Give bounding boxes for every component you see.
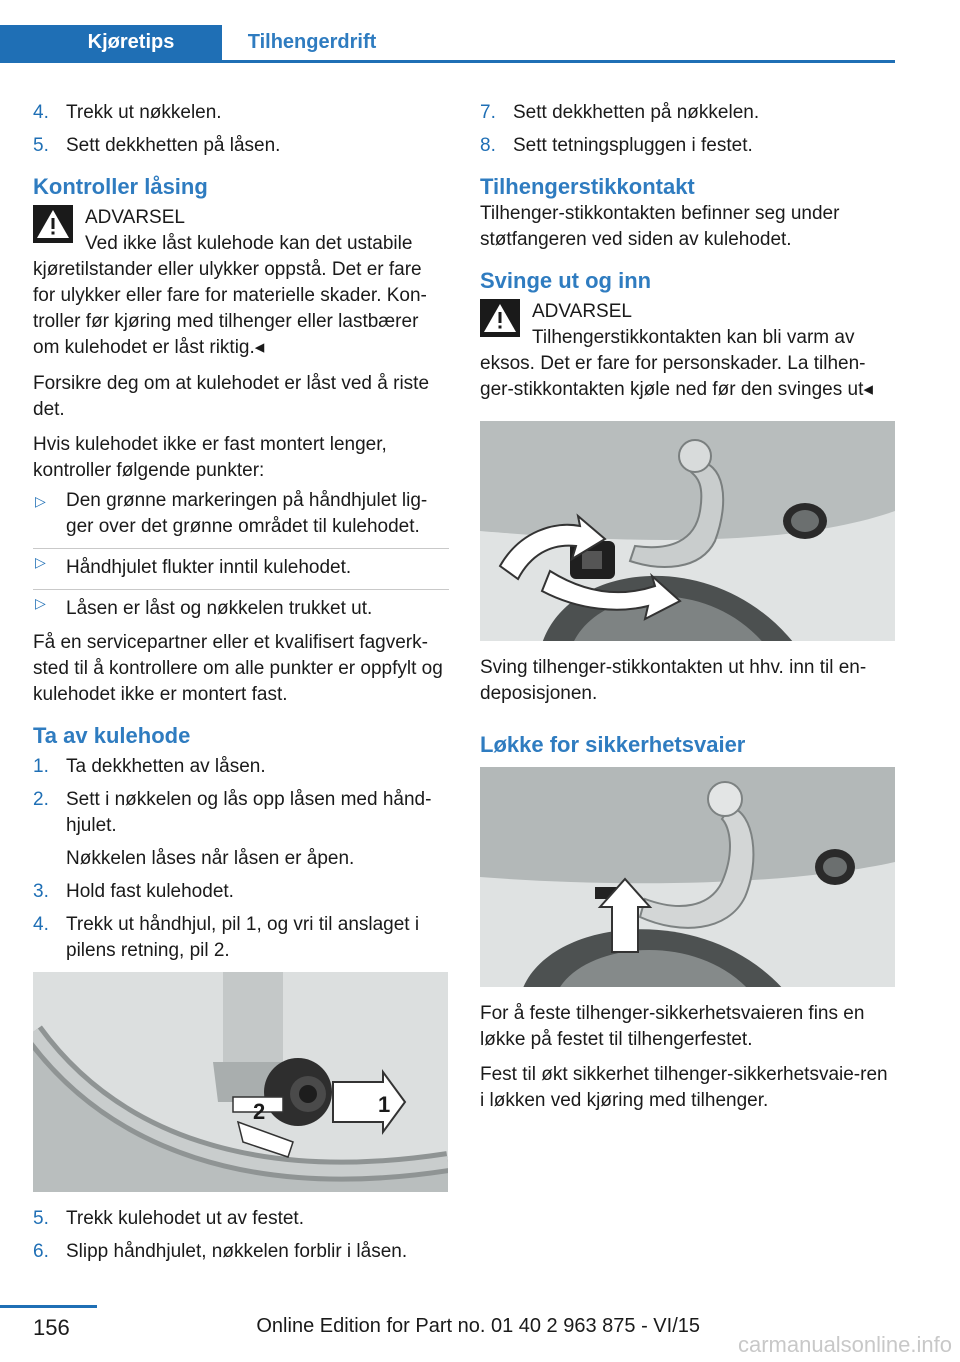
list-item [33,879,449,905]
handwheel-illustration [33,972,448,1192]
step-number: 5. [33,135,49,156]
list-item [33,787,449,872]
chapter-tabs [0,25,895,63]
warning-line: Tilhengerstikkontakten kan bli varm av [532,327,855,348]
step-number: 4. [33,914,49,935]
step-number: 5. [33,1208,49,1229]
step-text: Slipp håndhjulet, nøkkelen forblir i låsen. [66,1241,408,1262]
step-text: Trekk kulehodet ut av festet. [66,1208,304,1229]
warning-text: eksos. Det er fare for personskader. La tilhen-ger-stikkontakten kjøle ned før den svinges ut◂ [480,353,873,400]
step-text: Ta dekkhetten av låsen. [66,756,266,777]
paragraph: Hvis kulehodet ikke er fast montert lenger, kontroller følgende punkter: [33,434,387,481]
paragraph: Få en servicepartner eller et kvalifisert fagverk-sted til å kontrollere om alle punkter er oppfylt og kulehodet ikke er montert fast. [33,632,443,705]
list-item [33,912,449,964]
warning-heading: ADVARSEL [85,207,185,228]
step-text: Trekk ut nøkkelen. [66,102,222,123]
illustration-handwheel [33,972,448,1192]
step-number: 1. [33,756,49,777]
step-subtext: Nøkkelen låses når låsen er åpen. [66,848,355,869]
step-number: 2. [33,789,49,810]
illustration-safety-loop [480,767,895,987]
list-item [33,1239,449,1265]
step-text: Sett dekkhetten på nøkkelen. [513,102,760,123]
footer-rule [0,1305,97,1308]
bullet-triangle-icon: ▷ [35,554,46,570]
figure-label-1: 1 [378,1092,391,1117]
heading-tilhengerstikkontakt: Tilhengerstikkontakt [480,174,695,199]
warning-box [480,299,896,403]
edition-note: Online Edition for Part no. 01 40 2 963 875 - VI/15 [256,1315,700,1337]
warning-line: Ved ikke låst kulehode kan det ustabile [85,233,413,254]
left-column [33,100,449,1272]
bullet-text: Håndhjulet flukter inntil kulehodet. [66,557,352,578]
right-column [480,100,896,1123]
step-number: 3. [33,881,49,902]
paragraph: Tilhenger-stikkontakten befinner seg under støtfangeren ved siden av kulehodet. [480,203,840,250]
page-number: 156 [33,1315,70,1340]
header-rule [0,60,895,63]
warning-text: kjøretilstander eller ulykker oppstå. Det er fare for ulykker eller fare for materielle skader. Kon-troller før kjøring med tilhenger eller lastbærer om kulehodet er låst riktig.◂ [33,259,427,358]
bullet-item [33,488,449,540]
bullet-triangle-icon: ▷ [35,493,46,509]
list-item [33,100,449,126]
list-item [480,133,896,159]
step-text: Sett i nøkkelen og lås opp låsen med hånd-hjulet. [66,789,432,836]
heading-svinge-ut-og-inn: Svinge ut og inn [480,268,652,293]
list-item [33,754,449,780]
heading-lokke-for-sikkerhetsvaier: Løkke for sikkerhetsvaier [480,732,746,757]
safety-loop-illustration [480,767,895,987]
list-item [480,100,896,126]
figure-label-2: 2 [253,1099,266,1124]
illustration-socket [480,421,895,641]
step-number: 6. [33,1241,49,1262]
paragraph: For å feste tilhenger-sikkerhetsvaieren fins en løkke på festet til tilhengerfestet. [480,1003,865,1050]
step-text: Sett dekkhetten på låsen. [66,135,281,156]
heading-kontroller-lasing: Kontroller låsing [33,174,208,199]
paragraph: Forsikre deg om at kulehodet er låst ved å riste det. [33,373,430,420]
list-item [33,1206,449,1232]
paragraph: Sving tilhenger-stikkontakten ut hhv. inn til en-deposisjonen. [480,657,867,704]
step-number: 8. [480,135,496,156]
bullet-text: Den grønne markeringen på håndhjulet lig-ger over det grønne området til kulehodet. [66,490,428,537]
step-text: Sett tetningspluggen i festet. [513,135,753,156]
bullet-item [33,589,449,622]
step-text: Hold fast kulehodet. [66,881,234,902]
heading-ta-av-kulehode: Ta av kulehode [33,723,191,748]
socket-illustration [480,421,895,641]
bullet-item [33,548,449,581]
tab-tilhengerdrift[interactable]: Tilhengerdrift [247,31,377,53]
step-text: Trekk ut håndhjul, pil 1, og vri til anslaget i pilens retning, pil 2. [66,914,420,961]
step-number: 7. [480,102,496,123]
warning-box [33,205,449,361]
warning-heading: ADVARSEL [532,301,632,322]
bullet-triangle-icon: ▷ [35,595,46,611]
paragraph: Fest til økt sikkerhet tilhenger-sikkerhetsvaie-ren i løkken ved kjøring med tilhenger. [480,1064,888,1111]
warning-triangle-icon [480,299,520,337]
list-item [33,133,449,159]
tab-kjoretips[interactable]: Kjøretips [0,25,222,60]
warning-triangle-icon [33,205,73,243]
bullet-text: Låsen er låst og nøkkelen trukket ut. [66,598,373,619]
watermark: carmanualsonline.info [737,1332,952,1357]
step-number: 4. [33,102,49,123]
